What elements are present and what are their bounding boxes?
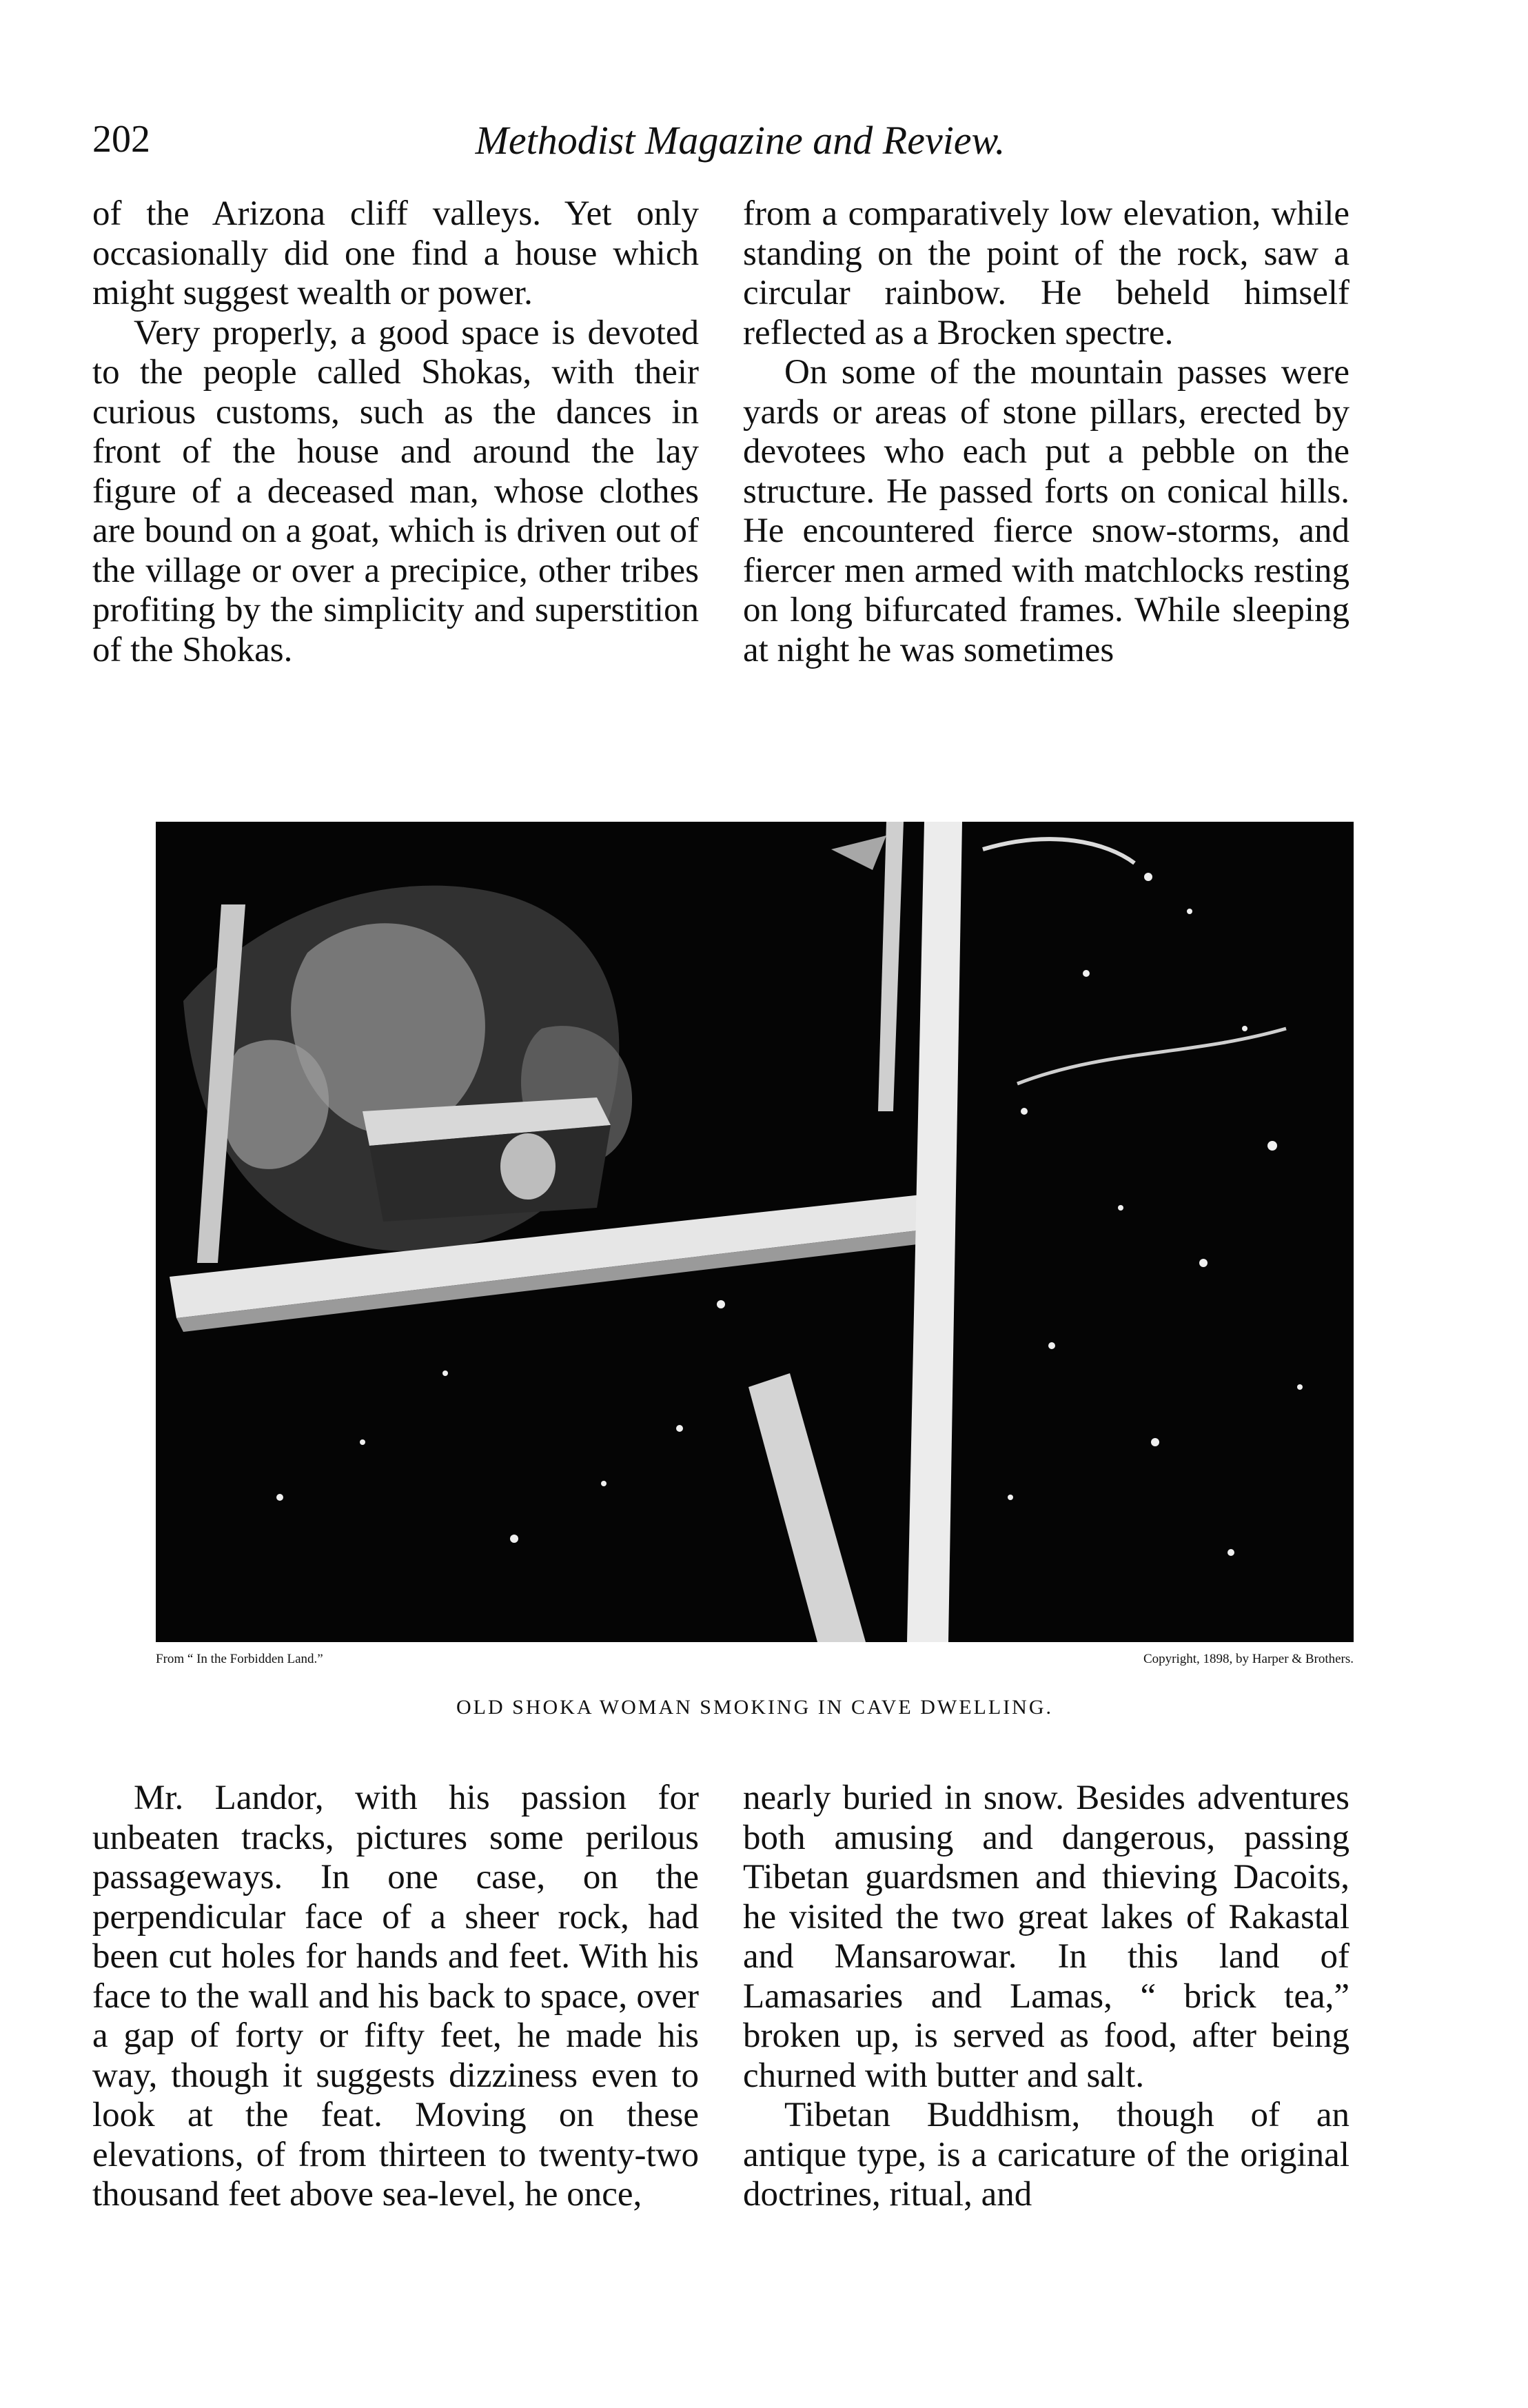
paragraph: from a comparatively low elevation, while standing on the point of the rock, saw a circular rainbow. He beheld himself reflected as a Brocken spectre. [743, 194, 1349, 352]
figure-caption: OLD SHOKA WOMAN SMOKING IN CAVE DWELLING. [456, 1696, 1054, 1719]
paragraph: Mr. Landor, with his passion for unbeaten tracks, pictures some perilous passageways. In one case, on the perpendicular face of a sheer rock, had been cut holes for hands and feet. With his face to the wall and his back to space, over a gap of forty or fifty feet, he made his way, though it suggests dizziness even to look at the feat. Moving on these elevations, of from thirteen to twenty-two thousand feet above sea-level, he once, [92, 1779, 699, 2214]
figure-credits [156, 1652, 1354, 1672]
column-top-left [92, 194, 699, 787]
column-bottom-left [92, 1779, 699, 2344]
column-bottom-right [743, 1779, 1349, 2344]
page-header [92, 117, 1388, 172]
paragraph: Very properly, a good space is devoted to the people called Shokas, with their curious customs, such as the dances in front of the house and around the lay figure of a deceased man, whose clothes are bound on a goat, which is driven out of the village or over a precipice, other tribes profiting by the simplicity and superstition of the Shokas. [92, 313, 699, 669]
paragraph: of the Arizona cliff valleys. Yet only occasionally did one find a house which might suggest wealth or power. [92, 194, 699, 312]
running-title: Methodist Magazine and Review. [475, 118, 1006, 163]
column-top-right [743, 194, 1349, 787]
figure-copyright: Copyright, 1898, by Harper & Brothers. [1143, 1652, 1354, 1666]
paragraph: Tibetan Buddhism, though of an antique type, is a caricature of the original doctrines, ritual, and [743, 2096, 1349, 2214]
paragraph: On some of the mountain passes were yards or areas of stone pillars, erected by devotees who each put a pebble on the structure. He passed forts on conical hills. He encountered fierce snow-storms, and fiercer men armed with matchlocks resting on long bifurcated frames. While sleeping at night he was sometimes [743, 353, 1349, 669]
figure-source-credit: From “ In the Forbidden Land.” [156, 1652, 323, 1666]
photo-illustration [156, 822, 1354, 1642]
cave-dwelling-photograph [156, 822, 1354, 1642]
page-number: 202 [92, 118, 150, 161]
paragraph: nearly buried in snow. Besides adventures both amusing and dangerous, passing Tibetan guardsmen and thieving Dacoits, he visited the two great lakes of Rakastal and Mansarowar. In this land of Lamasaries and Lamas, “ brick tea,” broken up, is served as food, after being churned with butter and salt. [743, 1779, 1349, 2095]
